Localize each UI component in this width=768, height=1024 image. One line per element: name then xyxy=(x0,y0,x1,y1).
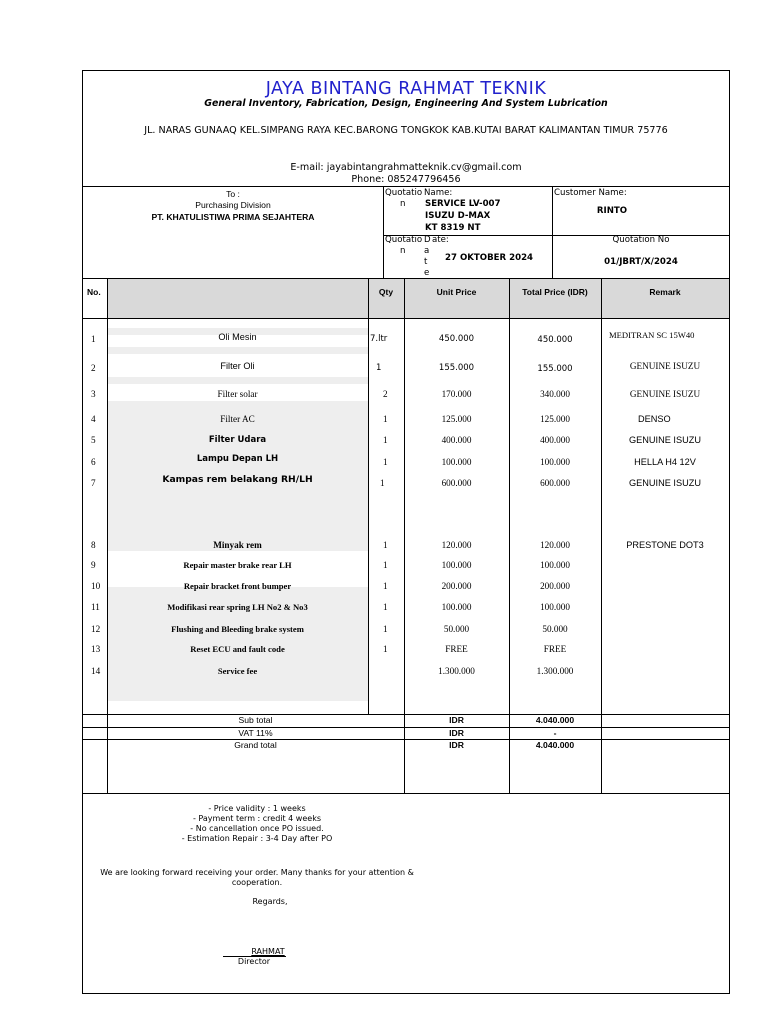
row-unit-price: 125.000 xyxy=(441,414,472,424)
row-unit-price: 50.000 xyxy=(443,624,470,634)
row-description: Filter Udara xyxy=(208,435,267,445)
to-company: PT. KHATULISTIWA PRIMA SEJAHTERA xyxy=(151,212,315,222)
quotation-name-label: Name: xyxy=(424,188,453,198)
row-qty: 1 xyxy=(380,478,385,488)
subtotal-label: Sub total xyxy=(238,715,273,725)
quotation-date-label: D xyxy=(424,235,431,245)
row-unit-price: 450.000 xyxy=(438,334,475,344)
row-no: 4 xyxy=(91,414,96,424)
quotation-number-label: Quotation No xyxy=(612,235,670,245)
row-unit-price: 170.000 xyxy=(441,389,472,399)
divider xyxy=(383,186,384,278)
row-remark: HELLA H4 12V xyxy=(634,457,696,467)
row-unit-price: 155.000 xyxy=(438,363,475,373)
quotation-name-label: Quotatio xyxy=(385,188,423,198)
row-no: 6 xyxy=(91,457,96,467)
quotation-document xyxy=(82,70,730,994)
row-total-price: 100.000 xyxy=(540,602,570,612)
row-qty: 1 xyxy=(383,457,388,467)
signer-title: Director xyxy=(237,957,271,966)
row-remark: DENSO xyxy=(638,414,671,424)
company-address: JL. NARAS GUNAAQ KEL.SIMPANG RAYA KEC.BARONG TONGKOK KAB.KUTAI BARAT KALIMANTAN TIMUR 75776 xyxy=(144,125,668,136)
row-remark: GENUINE ISUZU xyxy=(629,361,701,371)
quotation-name-value: SERVICE LV-007 xyxy=(425,199,501,209)
row-total-price: 120.000 xyxy=(540,540,570,550)
company-phone: Phone: 085247796456 xyxy=(351,174,461,185)
row-total-price: 600.000 xyxy=(540,478,570,488)
row-no: 13 xyxy=(91,644,101,654)
row-no: 14 xyxy=(91,666,101,676)
divider xyxy=(83,186,729,187)
row-unit-price: FREE xyxy=(445,644,468,654)
row-unit-price: 1.300.000 xyxy=(438,666,475,676)
row-qty: 2 xyxy=(383,389,388,399)
row-qty: 1 xyxy=(383,540,388,550)
grand-total-label: Grand total xyxy=(234,740,277,750)
note-estimation: - Estimation Repair : 3-4 Day after PO xyxy=(181,834,333,843)
note-payment-term: - Payment term : credit 4 weeks xyxy=(192,814,321,823)
row-total-price: 400.000 xyxy=(540,435,570,445)
row-no: 10 xyxy=(91,581,101,591)
row-band xyxy=(107,347,368,354)
quotation-date-label: a xyxy=(424,246,430,256)
row-unit-price: 120.000 xyxy=(441,540,472,550)
quotation-name-label: n xyxy=(400,199,406,209)
row-description: Repair bracket front bumper xyxy=(183,581,292,591)
row-unit-price: 400.000 xyxy=(441,435,472,445)
row-no: 12 xyxy=(91,624,101,634)
quotation-date-label: n xyxy=(400,246,406,256)
table-header xyxy=(107,279,729,318)
row-description: Filter Oli xyxy=(220,361,255,371)
table-header-remark: Remark xyxy=(649,287,681,297)
divider xyxy=(107,714,108,793)
row-qty: 1 xyxy=(383,644,388,654)
row-qty: 1 xyxy=(383,581,388,591)
closing-text: We are looking forward receiving your order. Many thanks for your attention & xyxy=(100,868,414,877)
quotation-name-value: KT 8319 NT xyxy=(425,223,481,233)
row-no: 8 xyxy=(91,540,96,550)
divider xyxy=(601,278,602,793)
row-total-price: 1.300.000 xyxy=(536,666,574,676)
row-description: Service fee xyxy=(217,666,258,676)
row-total-price: 200.000 xyxy=(540,581,570,591)
row-description: Kampas rem belakang RH/LH xyxy=(162,474,313,485)
to-division: Purchasing Division xyxy=(195,200,271,210)
customer-name-label: Customer Name: xyxy=(554,188,627,198)
row-description: Modifikasi rear spring LH No2 & No3 xyxy=(167,602,308,612)
table-header-total-price: Total Price (IDR) xyxy=(522,287,588,297)
note-cancellation: - No cancellation once PO issued. xyxy=(190,824,324,833)
vat-label: VAT 11% xyxy=(238,728,273,738)
row-unit-price: 100.000 xyxy=(441,457,472,467)
customer-name-value: RINTO xyxy=(596,206,628,216)
row-qty: 1 xyxy=(383,560,388,570)
row-no: 7 xyxy=(91,478,96,488)
to-label: To : xyxy=(226,189,240,199)
row-remark: GENUINE ISUZU xyxy=(629,389,701,399)
divider xyxy=(368,278,369,714)
table-header-no: No. xyxy=(87,287,101,297)
row-band xyxy=(107,691,368,701)
divider xyxy=(83,793,729,794)
row-unit-price: 100.000 xyxy=(441,602,472,612)
quotation-date-label: ate: xyxy=(432,235,449,245)
row-description: Flushing and Bleeding brake system xyxy=(171,624,304,634)
grand-total-value: 4.040.000 xyxy=(535,740,575,750)
row-band xyxy=(107,377,368,384)
vat-currency: IDR xyxy=(449,728,464,738)
row-unit-price: 200.000 xyxy=(441,581,472,591)
regards-text: Regards, xyxy=(252,897,288,906)
row-qty: 1 xyxy=(383,435,388,445)
note-price-validity: - Price validity : 1 weeks xyxy=(208,804,306,813)
row-remark: GENUINE ISUZU xyxy=(629,435,701,445)
company-tagline: General Inventory, Fabrication, Design, Engineering And System Lubrication xyxy=(204,98,608,109)
row-qty: 1 xyxy=(383,624,388,634)
signer-name: RAHMAT xyxy=(251,947,285,956)
row-no: 3 xyxy=(91,389,96,399)
row-unit-price: 100.000 xyxy=(441,560,472,570)
row-total-price: 125.000 xyxy=(540,414,570,424)
row-total-price: 155.000 xyxy=(537,364,573,374)
quotation-date-label: Quotatio xyxy=(385,235,423,245)
divider xyxy=(83,318,729,319)
quotation-date-label: e xyxy=(424,268,430,278)
row-qty: 1 xyxy=(383,414,388,424)
quotation-number-value: 01/JBRT/X/2024 xyxy=(604,257,678,267)
row-no: 5 xyxy=(91,435,96,445)
company-name: JAYA BINTANG RAHMAT TEKNIK xyxy=(265,79,547,99)
row-description: Minyak rem xyxy=(213,540,262,550)
grand-total-currency: IDR xyxy=(449,740,464,750)
subtotal-currency: IDR xyxy=(449,715,464,725)
row-qty: 1 xyxy=(383,602,388,612)
row-description: Lampu Depan LH xyxy=(196,454,279,464)
company-email: E-mail: jayabintangrahmatteknik.cv@gmail.com xyxy=(290,162,522,173)
vat-value: - xyxy=(553,728,557,738)
row-remark: GENUINE ISUZU xyxy=(629,478,701,488)
quotation-date-label: t xyxy=(424,257,428,267)
row-total-price: 450.000 xyxy=(537,335,573,345)
row-description: Filter AC xyxy=(220,414,255,424)
row-total-price: 100.000 xyxy=(540,457,570,467)
row-qty: 1 xyxy=(376,363,382,373)
row-no: 2 xyxy=(91,363,96,373)
table-header-qty: Qty xyxy=(378,287,394,297)
row-qty: 7.ltr xyxy=(370,334,388,344)
table-header-unit-price: Unit Price xyxy=(436,287,477,297)
quotation-name-value: ISUZU D-MAX xyxy=(425,211,491,221)
subtotal-value: 4.040.000 xyxy=(535,715,575,725)
row-description: Repair master brake rear LH xyxy=(183,560,292,570)
row-total-price: 100.000 xyxy=(540,560,570,570)
row-remark: PRESTONE DOT3 xyxy=(626,540,704,550)
row-description: Oli Mesin xyxy=(218,332,257,342)
closing-text: cooperation. xyxy=(231,878,283,887)
row-no: 9 xyxy=(91,560,96,570)
row-remark: MEDITRAN SC 15W40 xyxy=(609,330,695,340)
row-no: 11 xyxy=(91,602,100,612)
quotation-date-value: 27 OKTOBER 2024 xyxy=(445,253,534,263)
row-description: Reset ECU and fault code xyxy=(190,644,285,654)
row-description: Filter solar xyxy=(217,389,258,399)
row-total-price: FREE xyxy=(543,644,567,654)
row-total-price: 50.000 xyxy=(542,624,568,634)
row-no: 1 xyxy=(91,334,96,344)
row-unit-price: 600.000 xyxy=(441,478,472,488)
row-total-price: 340.000 xyxy=(540,389,570,399)
